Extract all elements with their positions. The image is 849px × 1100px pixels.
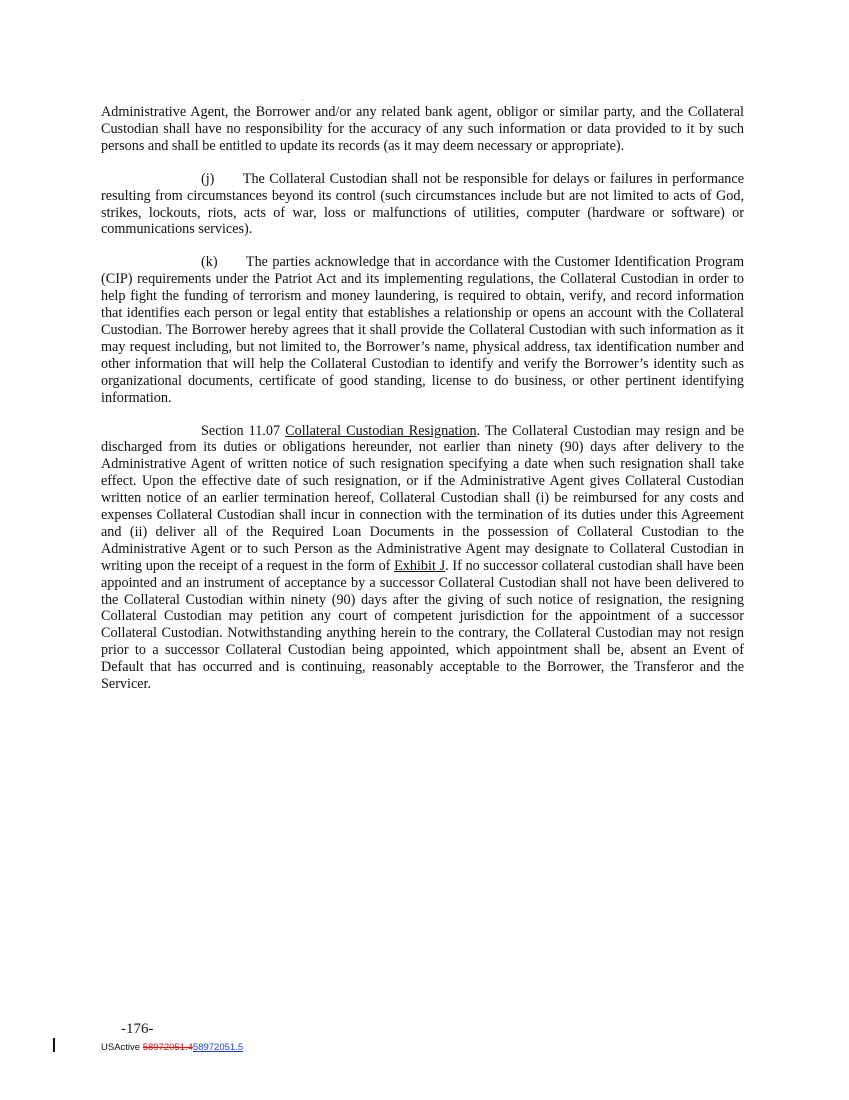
clause-j-text: The Collateral Custodian shall not be responsible for delays or failures in performance resulting from circumstances beyond its control (such circumstances include but are not limited to acts of God, strikes, lockouts, riots, acts of war, loss or malfunctions of utilities, computer (hardware or software) or communications services).	[101, 170, 744, 238]
paragraph-continuation: Administrative Agent, the Borrower and/or any related bank agent, obligor or similar party, and the Collateral Custodian shall have no responsibility for the accuracy of any such information or data provided to it by such persons and shall be entitled to update its records (as it may deem necessary or appropriate).	[101, 104, 744, 154]
footer-label: USActive	[101, 1042, 143, 1053]
page-number: -176-	[121, 1021, 154, 1037]
exhibit-reference: Exhibit J	[394, 557, 446, 574]
document-footer-id	[101, 1040, 243, 1057]
section-text-part-a: . The Collateral Custodian may resign and be discharged from its duties or obligations hereunder, not earlier than ninety (90) days after delivery to the Administrative Agent of written notice of such resignation specifying a date when such resignation shall take effect. Upon the effective date of such resignation, or if the Administrative Agent gives Collateral Custodian written notice of an earlier termination hereof, Collateral Custodian shall (i) be reimbursed for any costs and expenses Collateral Custodian shall incur in connection with the termination of its duties under this Agreement and (ii) deliver all of the Required Loan Documents in the possession of Collateral Custodian to the Administrative Agent or to such Person as the Administrative Agent may designate to Collateral Custodian in writing upon the receipt of a request in the form of	[101, 422, 744, 574]
section-title: Collateral Custodian Resignation	[285, 422, 477, 439]
stray-dot-mark: ·	[301, 96, 304, 105]
section-text-part-b: . If no successor collateral custodian shall have been appointed and an instrument of acceptance by a successor Collateral Custodian shall not have been delivered to the Collateral Custodian within ninety (90) days after the giving of such notice of resignation, the resigning Collateral Custodian may petition any court of competent jurisdiction for the appointment of a successor Collateral Custodian. Notwithstanding anything herein to the contrary, the Collateral Custodian may not resign prior to a successor Collateral Custodian being appointed, which appointment shall be, absent an Event of Default that has occurred and is continuing, reasonably acceptable to the Borrower, the Transferor and the Servicer.	[101, 557, 744, 693]
section-number: Section 11.07	[201, 422, 281, 439]
body-text	[101, 104, 744, 709]
clause-marker-k: (k)	[201, 254, 218, 271]
paragraph-k	[101, 254, 744, 406]
clause-marker-j: (j)	[201, 170, 215, 187]
section-11-07	[101, 423, 744, 694]
paragraph-j	[101, 171, 744, 239]
clause-k-text: The parties acknowledge that in accordance with the Customer Identification Program (CIP) requirements under the Patriot Act and its implementing regulations, the Collateral Custodian in order to help fight the funding of terrorism and money laundering, is required to obtain, verify, and record information that identifies each person or legal entity that establishes a relationship or opens an account with the Collateral Custodian. The Borrower hereby agrees that it shall provide the Collateral Custodian with such information as it may request including, but not limited to, the Borrower’s name, physical address, tax identification number and other information that will help the Collateral Custodian to identify and verify the Borrower’s identity such as organizational documents, certificate of good standing, license to do business, or other pertinent identifying information.	[101, 254, 744, 406]
deleted-document-id: 58972051.4	[142, 1042, 193, 1053]
inserted-document-id: 58972051.5	[192, 1042, 244, 1053]
revision-change-bar	[53, 1038, 55, 1052]
